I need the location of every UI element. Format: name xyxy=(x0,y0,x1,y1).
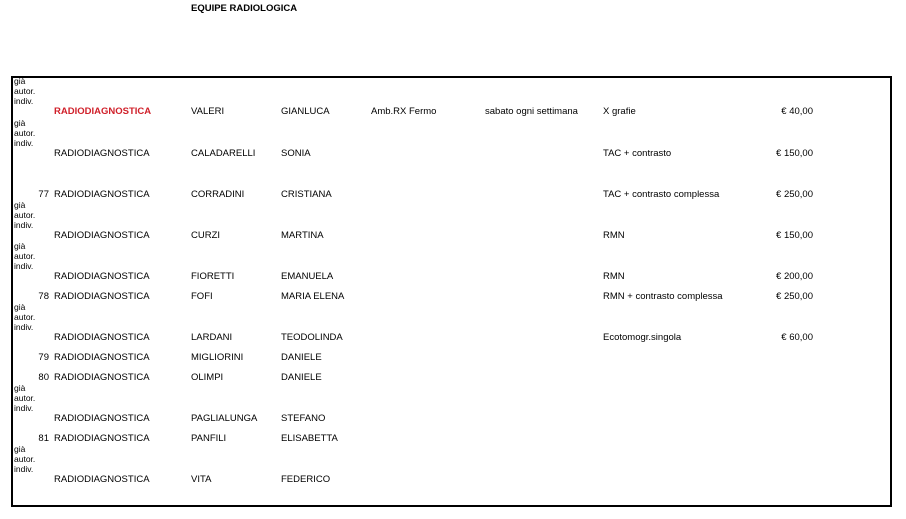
first-name: MARTINA xyxy=(281,230,324,241)
authorization-note-line: indiv. xyxy=(14,403,34,413)
authorization-note-line: indiv. xyxy=(14,138,34,148)
authorization-note-line: indiv. xyxy=(14,96,34,106)
exam-type: RMN xyxy=(603,230,625,241)
authorization-note xyxy=(14,444,35,474)
row-number: 79 xyxy=(38,352,49,363)
surname: FIORETTI xyxy=(191,271,235,282)
authorization-note xyxy=(14,118,35,148)
price: € 40,00 xyxy=(781,106,813,117)
row-number: 80 xyxy=(38,372,49,383)
price: € 60,00 xyxy=(781,332,813,343)
department: RADIODIAGNOSTICA xyxy=(54,148,150,159)
authorization-note-line: già xyxy=(14,302,26,312)
authorization-note-line: autor. xyxy=(14,128,36,138)
first-name: MARIA ELENA xyxy=(281,291,345,302)
department: RADIODIAGNOSTICA xyxy=(54,271,150,282)
department: RADIODIAGNOSTICA xyxy=(54,332,150,343)
authorization-note-line: già xyxy=(14,76,26,86)
authorization-note-line: indiv. xyxy=(14,220,34,230)
department: RADIODIAGNOSTICA xyxy=(54,189,150,200)
department: RADIODIAGNOSTICA xyxy=(54,413,150,424)
authorization-note-line: indiv. xyxy=(14,322,34,332)
department: RADIODIAGNOSTICA xyxy=(54,352,150,363)
first-name: STEFANO xyxy=(281,413,326,424)
page-title: EQUIPE RADIOLOGICA xyxy=(191,3,298,14)
department: RADIODIAGNOSTICA xyxy=(54,372,150,383)
authorization-note xyxy=(14,383,35,413)
authorization-note xyxy=(14,241,35,271)
surname: VITA xyxy=(191,474,212,485)
exam-type: TAC + contrasto complessa xyxy=(603,189,720,200)
first-name: CRISTIANA xyxy=(281,189,332,200)
exam-type: Ecotomogr.singola xyxy=(603,332,682,343)
exam-type: TAC + contrasto xyxy=(603,148,672,159)
first-name: GIANLUCA xyxy=(281,106,330,117)
authorization-note xyxy=(14,200,35,230)
price: € 150,00 xyxy=(776,148,813,159)
surname: OLIMPI xyxy=(191,372,224,383)
department: RADIODIAGNOSTICA xyxy=(54,230,150,241)
exam-type: RMN + contrasto complessa xyxy=(603,291,723,302)
authorization-note-line: già xyxy=(14,383,26,393)
department: RADIODIAGNOSTICA xyxy=(54,291,150,302)
authorization-note-line: autor. xyxy=(14,454,36,464)
price: € 150,00 xyxy=(776,230,813,241)
authorization-note-line: autor. xyxy=(14,251,36,261)
department: RADIODIAGNOSTICA xyxy=(54,106,152,117)
exam-type: X grafie xyxy=(603,106,636,117)
price: € 250,00 xyxy=(776,189,813,200)
surname: FOFI xyxy=(191,291,213,302)
first-name: DANIELE xyxy=(281,372,322,383)
surname: PAGLIALUNGA xyxy=(191,413,258,424)
authorization-note-line: già xyxy=(14,241,26,251)
first-name: EMANUELA xyxy=(281,271,334,282)
first-name: ELISABETTA xyxy=(281,433,338,444)
authorization-note-line: indiv. xyxy=(14,261,34,271)
row-number: 78 xyxy=(38,291,49,302)
department: RADIODIAGNOSTICA xyxy=(54,474,150,485)
exam-type: RMN xyxy=(603,271,625,282)
authorization-note-line: autor. xyxy=(14,312,36,322)
surname: PANFILI xyxy=(191,433,227,444)
schedule: sabato ogni settimana xyxy=(485,106,578,117)
location: Amb.RX Fermo xyxy=(371,106,437,117)
first-name: FEDERICO xyxy=(281,474,331,485)
staff-table xyxy=(11,76,892,507)
authorization-note-line: già xyxy=(14,200,26,210)
first-name: SONIA xyxy=(281,148,311,159)
surname: CURZI xyxy=(191,230,221,241)
price: € 200,00 xyxy=(776,271,813,282)
authorization-note-line: autor. xyxy=(14,393,36,403)
authorization-note-line: già xyxy=(14,118,26,128)
authorization-note-line: autor. xyxy=(14,86,36,96)
authorization-note-line: indiv. xyxy=(14,464,34,474)
first-name: DANIELE xyxy=(281,352,322,363)
surname: VALERI xyxy=(191,106,225,117)
row-number: 77 xyxy=(38,189,49,200)
department: RADIODIAGNOSTICA xyxy=(54,433,150,444)
first-name: TEODOLINDA xyxy=(281,332,343,343)
surname: CALADARELLI xyxy=(191,148,256,159)
authorization-note xyxy=(14,302,35,332)
surname: LARDANI xyxy=(191,332,233,343)
row-number: 81 xyxy=(38,433,49,444)
price: € 250,00 xyxy=(776,291,813,302)
authorization-note-line: autor. xyxy=(14,210,36,220)
surname: CORRADINI xyxy=(191,189,245,200)
surname: MIGLIORINI xyxy=(191,352,244,363)
authorization-note xyxy=(14,76,35,106)
authorization-note-line: già xyxy=(14,444,26,454)
